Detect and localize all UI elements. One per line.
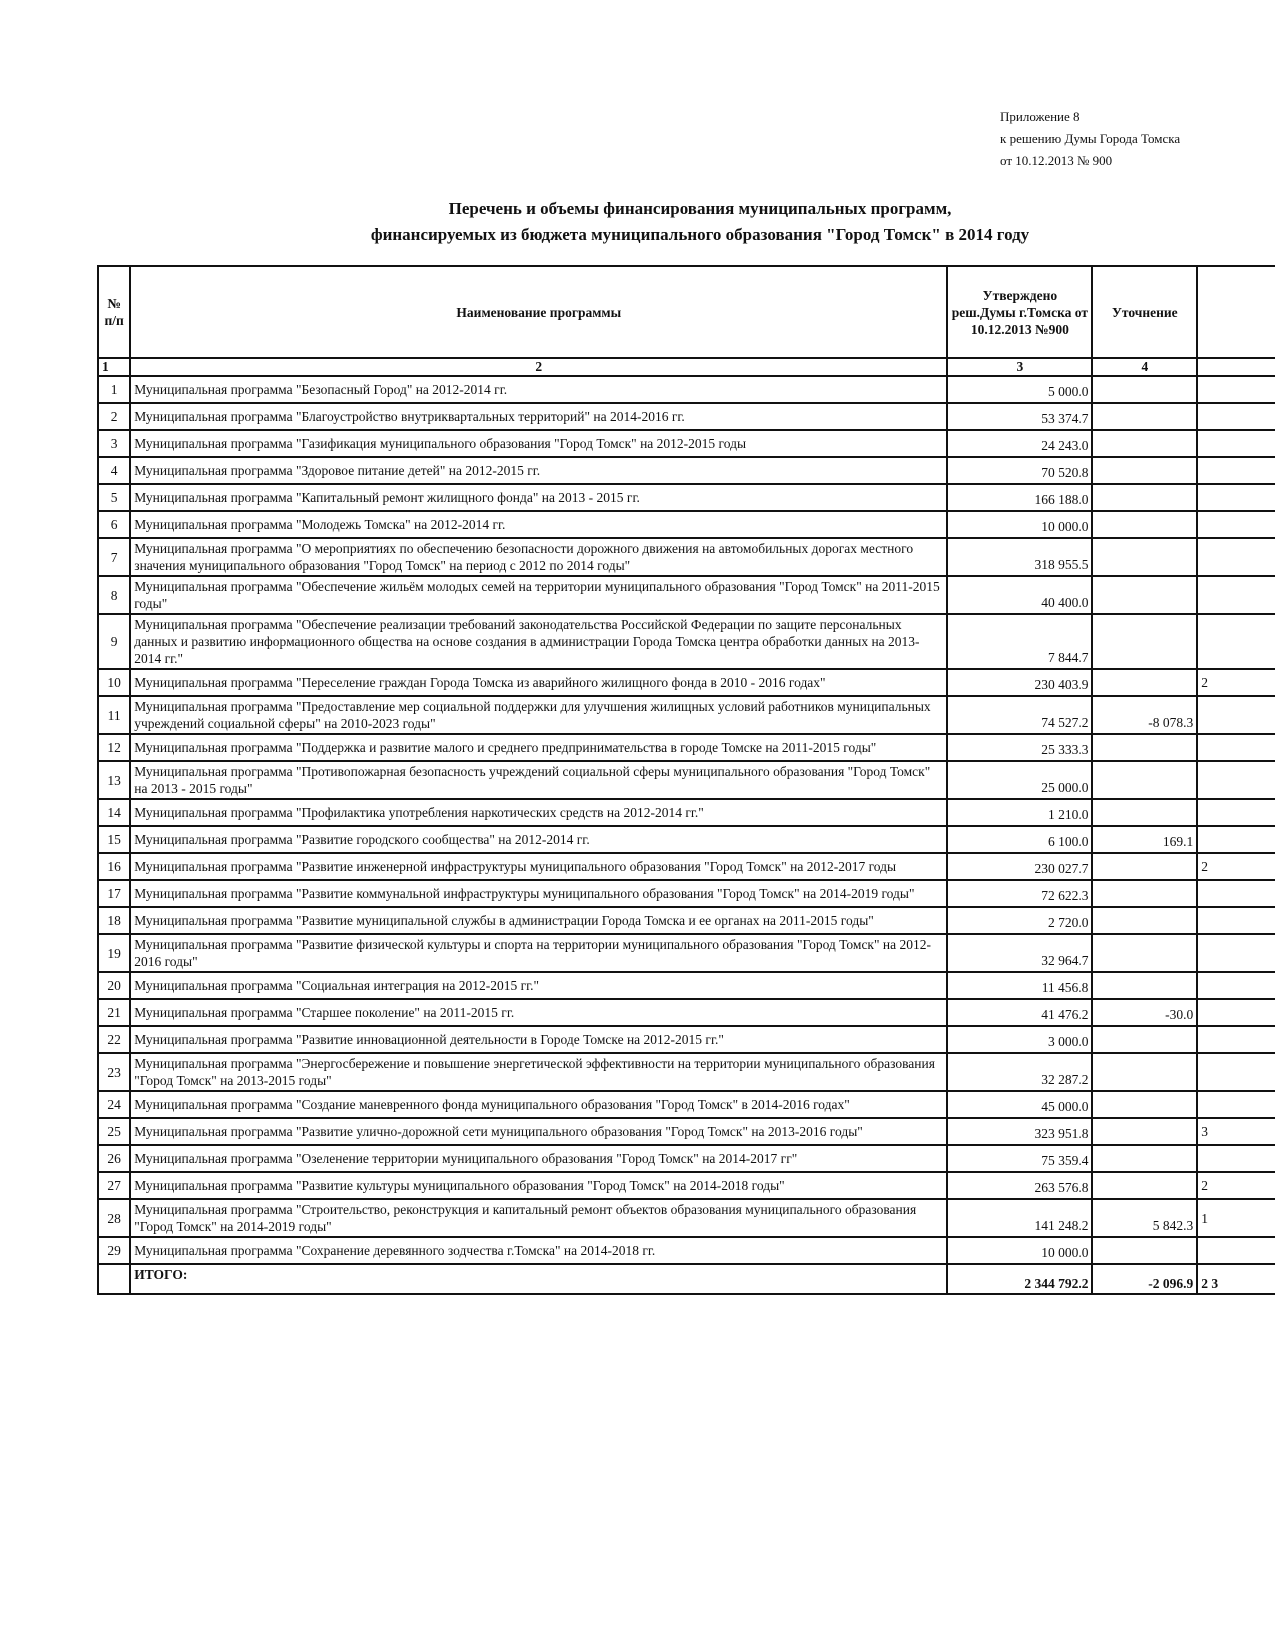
adjustment-amount bbox=[1092, 1091, 1197, 1118]
col5-value: 3 bbox=[1197, 1118, 1275, 1145]
col5-value bbox=[1197, 1237, 1275, 1264]
table-row bbox=[98, 761, 1275, 799]
approved-amount: 323 951.8 bbox=[947, 1118, 1092, 1145]
col5-value bbox=[1197, 614, 1275, 669]
adjustment-amount bbox=[1092, 1172, 1197, 1199]
table-row bbox=[98, 430, 1275, 457]
table-row bbox=[98, 1118, 1275, 1145]
program-name: Муниципальная программа "Переселение граждан Города Томска из аварийного жилищного фонда в 2010 - 2016 годах" bbox=[130, 669, 947, 696]
approved-amount: 7 844.7 bbox=[947, 614, 1092, 669]
program-name: Муниципальная программа "Обеспечение жильём молодых семей на территории муниципального образования "Город Томск" на 2011-2015 годы" bbox=[130, 576, 947, 614]
col5-value bbox=[1197, 696, 1275, 734]
approved-amount: 75 359.4 bbox=[947, 1145, 1092, 1172]
table-row bbox=[98, 614, 1275, 669]
col5-value bbox=[1197, 376, 1275, 403]
programs-table bbox=[97, 265, 1275, 1295]
column-number: 1 bbox=[98, 358, 130, 376]
approved-amount: 25 000.0 bbox=[947, 761, 1092, 799]
table-row bbox=[98, 511, 1275, 538]
row-number: 22 bbox=[98, 1026, 130, 1053]
approved-amount: 11 456.8 bbox=[947, 972, 1092, 999]
column-number bbox=[1197, 358, 1275, 376]
approved-amount: 70 520.8 bbox=[947, 457, 1092, 484]
approved-amount: 45 000.0 bbox=[947, 1091, 1092, 1118]
row-number: 27 bbox=[98, 1172, 130, 1199]
adjustment-amount bbox=[1092, 761, 1197, 799]
program-name: Муниципальная программа "Развитие коммунальной инфраструктуры муниципального образования "Город Томск" на 2014-2019 годы" bbox=[130, 880, 947, 907]
row-number: 9 bbox=[98, 614, 130, 669]
col5-value bbox=[1197, 761, 1275, 799]
row-number: 15 bbox=[98, 826, 130, 853]
table-row bbox=[98, 1053, 1275, 1091]
program-name: Муниципальная программа "Озеленение территории муниципального образования "Город Томск" на 2014-2017 гг" bbox=[130, 1145, 947, 1172]
program-name: Муниципальная программа "Противопожарная безопасность учреждений социальной сферы муниципального образования "Город Томск" на 2013 - 2015 годы" bbox=[130, 761, 947, 799]
adjustment-amount bbox=[1092, 376, 1197, 403]
row-number: 14 bbox=[98, 799, 130, 826]
row-number: 10 bbox=[98, 669, 130, 696]
table-row bbox=[98, 696, 1275, 734]
program-name: Муниципальная программа "Развитие улично-дорожной сети муниципального образования "Город Томск" на 2013-2016 годы" bbox=[130, 1118, 947, 1145]
col5-value bbox=[1197, 826, 1275, 853]
appendix-line: от 10.12.2013 № 900 bbox=[1000, 153, 1113, 168]
total-label: ИТОГО: bbox=[130, 1264, 947, 1294]
row-number: 8 bbox=[98, 576, 130, 614]
col5-value bbox=[1197, 538, 1275, 576]
row-number: 4 bbox=[98, 457, 130, 484]
column-number: 2 bbox=[130, 358, 947, 376]
program-name: Муниципальная программа "Строительство, реконструкция и капитальный ремонт объектов образования муниципального образования "Город Томск" на 2014-2019 годы" bbox=[130, 1199, 947, 1237]
total-col5: 2 3 bbox=[1197, 1264, 1275, 1294]
header-col5 bbox=[1197, 266, 1275, 358]
total-approved: 2 344 792.2 bbox=[947, 1264, 1092, 1294]
program-name: Муниципальная программа "Безопасный Город" на 2012-2014 гг. bbox=[130, 376, 947, 403]
table-row bbox=[98, 853, 1275, 880]
approved-amount: 74 527.2 bbox=[947, 696, 1092, 734]
table-row bbox=[98, 734, 1275, 761]
approved-amount: 141 248.2 bbox=[947, 1199, 1092, 1237]
program-name: Муниципальная программа "Поддержка и развитие малого и среднего предпринимательства в городе Томске на 2011-2015 годы" bbox=[130, 734, 947, 761]
row-number: 25 bbox=[98, 1118, 130, 1145]
total-number bbox=[98, 1264, 130, 1294]
program-name: Муниципальная программа "Предоставление мер социальной поддержки для улучшения жилищных условий работников муниципальных учреждений социальной сферы" на 2010-2023 годы" bbox=[130, 696, 947, 734]
row-number: 28 bbox=[98, 1199, 130, 1237]
row-number: 6 bbox=[98, 511, 130, 538]
approved-amount: 41 476.2 bbox=[947, 999, 1092, 1026]
row-number: 17 bbox=[98, 880, 130, 907]
adjustment-amount bbox=[1092, 403, 1197, 430]
table-row bbox=[98, 576, 1275, 614]
program-name: Муниципальная программа "Социальная интеграция на 2012-2015 гг." bbox=[130, 972, 947, 999]
col5-value bbox=[1197, 1026, 1275, 1053]
program-name: Муниципальная программа "Молодежь Томска" на 2012-2014 гг. bbox=[130, 511, 947, 538]
approved-amount: 32 964.7 bbox=[947, 934, 1092, 972]
approved-amount: 72 622.3 bbox=[947, 880, 1092, 907]
approved-amount: 1 210.0 bbox=[947, 799, 1092, 826]
approved-amount: 24 243.0 bbox=[947, 430, 1092, 457]
program-name: Муниципальная программа "Развитие городского сообщества" на 2012-2014 гг. bbox=[130, 826, 947, 853]
adjustment-amount bbox=[1092, 511, 1197, 538]
row-number: 13 bbox=[98, 761, 130, 799]
row-number: 7 bbox=[98, 538, 130, 576]
col5-value: 2 bbox=[1197, 669, 1275, 696]
table-row bbox=[98, 880, 1275, 907]
col5-value bbox=[1197, 934, 1275, 972]
col5-value bbox=[1197, 999, 1275, 1026]
table-row bbox=[98, 1145, 1275, 1172]
row-number: 20 bbox=[98, 972, 130, 999]
table-row bbox=[98, 538, 1275, 576]
adjustment-amount bbox=[1092, 880, 1197, 907]
adjustment-amount bbox=[1092, 1145, 1197, 1172]
program-name: Муниципальная программа "Сохранение деревянного зодчества г.Томска" на 2014-2018 гг. bbox=[130, 1237, 947, 1264]
table-row bbox=[98, 826, 1275, 853]
table-row bbox=[98, 1172, 1275, 1199]
row-number: 1 bbox=[98, 376, 130, 403]
appendix-line: Приложение 8 bbox=[1000, 109, 1080, 124]
col5-value bbox=[1197, 511, 1275, 538]
row-number: 18 bbox=[98, 907, 130, 934]
col5-value bbox=[1197, 1053, 1275, 1091]
program-name: Муниципальная программа "Развитие инновационной деятельности в Городе Томске на 2012-2015 гг." bbox=[130, 1026, 947, 1053]
total-row bbox=[98, 1264, 1275, 1294]
table-row bbox=[98, 1026, 1275, 1053]
program-name: Муниципальная программа "Энергосбережение и повышение энергетической эффективности на территории муниципального образования "Город Томск" на 2013-2015 годы" bbox=[130, 1053, 947, 1091]
table-row bbox=[98, 972, 1275, 999]
table-row bbox=[98, 1091, 1275, 1118]
row-number: 29 bbox=[98, 1237, 130, 1264]
program-name: Муниципальная программа "Развитие инженерной инфраструктуры муниципального образования "Город Томск" на 2012-2017 годы bbox=[130, 853, 947, 880]
adjustment-amount bbox=[1092, 614, 1197, 669]
header-number: № п/п bbox=[98, 266, 130, 358]
program-name: Муниципальная программа "Газификация муниципального образования "Город Томск" на 2012-2015 годы bbox=[130, 430, 947, 457]
adjustment-amount bbox=[1092, 1118, 1197, 1145]
adjustment-amount bbox=[1092, 576, 1197, 614]
adjustment-amount bbox=[1092, 853, 1197, 880]
program-name: Муниципальная программа "Старшее поколение" на 2011-2015 гг. bbox=[130, 999, 947, 1026]
table-row bbox=[98, 1237, 1275, 1264]
adjustment-amount bbox=[1092, 1053, 1197, 1091]
col5-value bbox=[1197, 403, 1275, 430]
table-row bbox=[98, 484, 1275, 511]
program-name: Муниципальная программа "Капитальный ремонт жилищного фонда" на 2013 - 2015 гг. bbox=[130, 484, 947, 511]
col5-value bbox=[1197, 457, 1275, 484]
adjustment-amount bbox=[1092, 972, 1197, 999]
table-row bbox=[98, 669, 1275, 696]
adjustment-amount bbox=[1092, 734, 1197, 761]
approved-amount: 53 374.7 bbox=[947, 403, 1092, 430]
row-number: 5 bbox=[98, 484, 130, 511]
table-row bbox=[98, 376, 1275, 403]
table-row bbox=[98, 457, 1275, 484]
approved-amount: 10 000.0 bbox=[947, 1237, 1092, 1264]
col5-value bbox=[1197, 1091, 1275, 1118]
row-number: 23 bbox=[98, 1053, 130, 1091]
table-row bbox=[98, 907, 1275, 934]
adjustment-amount: 169.1 bbox=[1092, 826, 1197, 853]
program-name: Муниципальная программа "О мероприятиях по обеспечению безопасности дорожного движения на автомобильных дорогах местного значения муниципального образования "Город Томск" на период с 2012 по 2014 годы" bbox=[130, 538, 947, 576]
row-number: 2 bbox=[98, 403, 130, 430]
program-name: Муниципальная программа "Профилактика употребления наркотических средств на 2012-2014 гг." bbox=[130, 799, 947, 826]
approved-amount: 10 000.0 bbox=[947, 511, 1092, 538]
table-row bbox=[98, 403, 1275, 430]
header-row bbox=[98, 266, 1275, 358]
document-title bbox=[300, 196, 1100, 248]
adjustment-amount bbox=[1092, 457, 1197, 484]
approved-amount: 263 576.8 bbox=[947, 1172, 1092, 1199]
appendix-note bbox=[1000, 106, 1180, 172]
col5-value bbox=[1197, 972, 1275, 999]
col5-value bbox=[1197, 430, 1275, 457]
col5-value: 2 bbox=[1197, 853, 1275, 880]
header-program-name: Наименование программы bbox=[130, 266, 947, 358]
row-number: 24 bbox=[98, 1091, 130, 1118]
approved-amount: 40 400.0 bbox=[947, 576, 1092, 614]
header-approved: Утверждено реш.Думы г.Томска от 10.12.2013 №900 bbox=[947, 266, 1092, 358]
adjustment-amount bbox=[1092, 1026, 1197, 1053]
title-line: Перечень и объемы финансирования муниципальных программ, bbox=[448, 199, 952, 218]
col5-value bbox=[1197, 799, 1275, 826]
col5-value bbox=[1197, 880, 1275, 907]
adjustment-amount bbox=[1092, 538, 1197, 576]
adjustment-amount bbox=[1092, 1237, 1197, 1264]
col5-value: 1 bbox=[1197, 1199, 1275, 1237]
table-row bbox=[98, 934, 1275, 972]
adjustment-amount bbox=[1092, 799, 1197, 826]
row-number: 19 bbox=[98, 934, 130, 972]
program-name: Муниципальная программа "Благоустройство внутриквартальных территорий" на 2014-2016 гг. bbox=[130, 403, 947, 430]
appendix-line: к решению Думы Города Томска bbox=[1000, 131, 1181, 146]
row-number: 12 bbox=[98, 734, 130, 761]
total-adjustment: -2 096.9 bbox=[1092, 1264, 1197, 1294]
approved-amount: 230 403.9 bbox=[947, 669, 1092, 696]
adjustment-amount bbox=[1092, 430, 1197, 457]
column-number: 4 bbox=[1092, 358, 1197, 376]
adjustment-amount bbox=[1092, 907, 1197, 934]
row-number: 11 bbox=[98, 696, 130, 734]
col5-value bbox=[1197, 907, 1275, 934]
approved-amount: 166 188.0 bbox=[947, 484, 1092, 511]
adjustment-amount: -30.0 bbox=[1092, 999, 1197, 1026]
header-adjustment: Уточнение bbox=[1092, 266, 1197, 358]
col5-value: 2 bbox=[1197, 1172, 1275, 1199]
program-name: Муниципальная программа "Развитие физической культуры и спорта на территории муниципального образования "Город Томск" на 2012-2016 годы" bbox=[130, 934, 947, 972]
column-number-row bbox=[98, 358, 1275, 376]
row-number: 3 bbox=[98, 430, 130, 457]
adjustment-amount: -8 078.3 bbox=[1092, 696, 1197, 734]
table-row bbox=[98, 999, 1275, 1026]
row-number: 21 bbox=[98, 999, 130, 1026]
approved-amount: 5 000.0 bbox=[947, 376, 1092, 403]
program-name: Муниципальная программа "Создание маневренного фонда муниципального образования "Город Томск" в 2014-2016 годах" bbox=[130, 1091, 947, 1118]
approved-amount: 3 000.0 bbox=[947, 1026, 1092, 1053]
adjustment-amount bbox=[1092, 484, 1197, 511]
adjustment-amount bbox=[1092, 669, 1197, 696]
col5-value bbox=[1197, 1145, 1275, 1172]
col5-value bbox=[1197, 734, 1275, 761]
table-row bbox=[98, 799, 1275, 826]
program-name: Муниципальная программа "Развитие культуры муниципального образования "Город Томск" на 2014-2018 годы" bbox=[130, 1172, 947, 1199]
title-line: финансируемых из бюджета муниципального образования "Город Томск" в 2014 году bbox=[370, 225, 1030, 244]
col5-value bbox=[1197, 576, 1275, 614]
approved-amount: 230 027.7 bbox=[947, 853, 1092, 880]
program-name: Муниципальная программа "Развитие муниципальной службы в администрации Города Томска и ее органах на 2011-2015 годы" bbox=[130, 907, 947, 934]
adjustment-amount bbox=[1092, 934, 1197, 972]
approved-amount: 2 720.0 bbox=[947, 907, 1092, 934]
approved-amount: 25 333.3 bbox=[947, 734, 1092, 761]
row-number: 26 bbox=[98, 1145, 130, 1172]
approved-amount: 318 955.5 bbox=[947, 538, 1092, 576]
program-name: Муниципальная программа "Здоровое питание детей" на 2012-2015 гг. bbox=[130, 457, 947, 484]
row-number: 16 bbox=[98, 853, 130, 880]
program-name: Муниципальная программа "Обеспечение реализации требований законодательства Российской Федерации по защите персональных данных и развитию информационного общества на основе создания в администрации Города Томска центра обработки данных на 2013-2014 гг." bbox=[130, 614, 947, 669]
col5-value bbox=[1197, 484, 1275, 511]
table-row bbox=[98, 1199, 1275, 1237]
approved-amount: 6 100.0 bbox=[947, 826, 1092, 853]
adjustment-amount: 5 842.3 bbox=[1092, 1199, 1197, 1237]
column-number: 3 bbox=[947, 358, 1092, 376]
approved-amount: 32 287.2 bbox=[947, 1053, 1092, 1091]
